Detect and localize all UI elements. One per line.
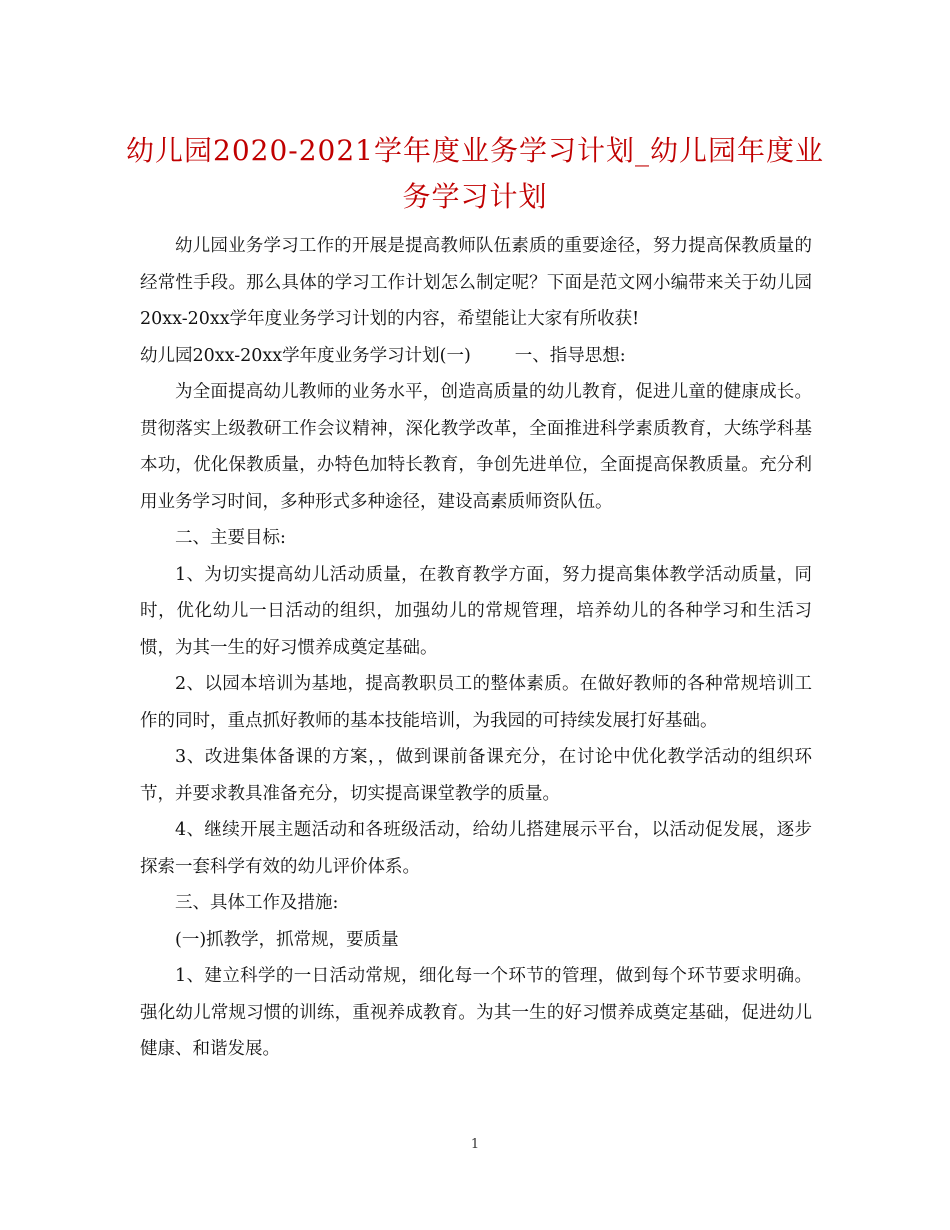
plan-subtitle: 幼儿园20xx-20xx学年度业务学习计划(一) [140, 345, 471, 366]
section-heading-main-goals: 二、主要目标: [175, 528, 286, 548]
measure-item-1: 1、建立科学的一日活动常规，细化每一个环节的管理，做到每个环节要求明确。强化幼儿常规习惯的训练，重视养成教育。为其一生的好习惯养成奠定基础，促进幼儿健康、和谐发展。 [140, 966, 812, 1059]
goal-item-2: 2、以园本培训为基地，提高教职员工的整体素质。在做好教师的各种常规培训工作的同时，重点抓好教师的基本技能培训，为我园的可持续发展打好基础。 [140, 674, 812, 731]
goal-item-3: 3、改进集体备课的方案，，做到课前备课充分，在讨论中优化教学活动的组织环节，并要求教具准备充分，切实提高课堂教学的质量。 [140, 747, 812, 804]
subsection-heading-teaching: (一)抓教学，抓常规，要质量 [175, 929, 399, 950]
section-heading-guiding-thought: 一、指导思想: [514, 345, 626, 366]
intro-paragraph: 幼儿园业务学习工作的开展是提高教师队伍素质的重要途径，努力提高保教质量的经常性手段。那么具体的学习工作计划怎么制定呢？下面是范文网小编带来关于幼儿园20xx-20xx学年度业务学习计划的内容，希望能让大家有所收获! [140, 236, 812, 329]
section-heading-measures: 三、具体工作及措施: [175, 893, 339, 913]
plan-heading-line [140, 338, 812, 375]
document-body [140, 228, 812, 1068]
guiding-thought-paragraph: 为全面提高幼儿教师的业务水平，创造高质量的幼儿教育，促进儿童的健康成长。贯彻落实上级教研工作会议精神，深化教学改革，全面推进科学素质教育，大练学科基本功，优化保教质量，办特色加特长教育，争创先进单位，全面提高保教质量。充分利用业务学习时间，多种形式多种途径，建设高素质师资队伍。 [140, 382, 812, 512]
document-title: 幼儿园2020-2021学年度业务学习计划_幼儿园年度业务学习计划 [126, 134, 824, 213]
goal-item-4: 4、继续开展主题活动和各班级活动，给幼儿搭建展示平台，以活动促发展，逐步探索一套科学有效的幼儿评价体系。 [140, 820, 812, 877]
page-number: 1 [470, 1137, 480, 1152]
goal-item-1: 1、为切实提高幼儿活动质量，在教育教学方面，努力提高集体教学活动质量，同时，优化幼儿一日活动的组织，加强幼儿的常规管理，培养幼儿的各种学习和生活习惯，为其一生的好习惯养成奠定基础。 [140, 564, 812, 658]
